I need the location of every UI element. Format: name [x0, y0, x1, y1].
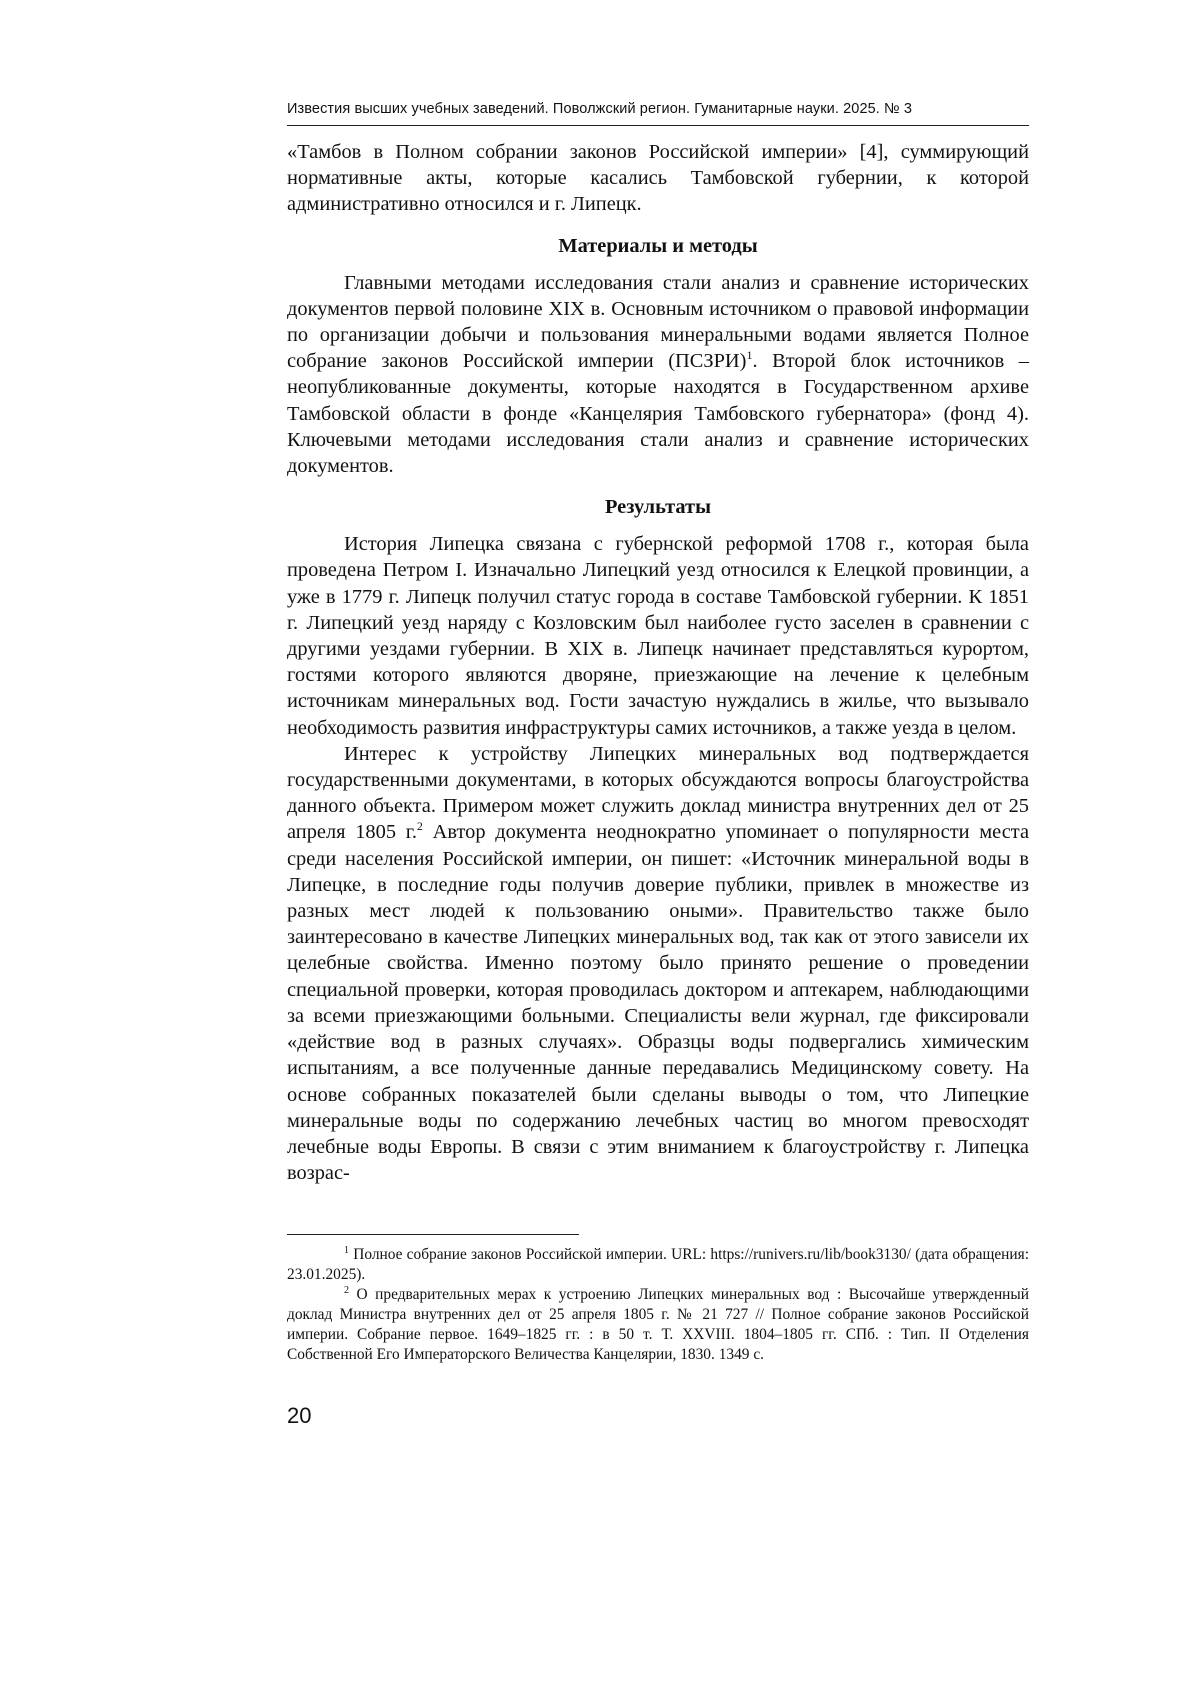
footnote-ref-2[interactable]: 2: [416, 819, 423, 834]
footnote-mark-1: 1: [344, 1244, 349, 1256]
running-header: Известия высших учебных заведений. Поволжский регион. Гуманитарные науки. 2025. № 3: [287, 101, 912, 117]
footnote-divider: [287, 1234, 579, 1235]
materials-text-part-2: . Второй блок источников – неопубликованные документы, которые находятся в Государственном архиве Тамбовской области в фонде «Канцелярия Тамбовского губернатора» (фонд 4). Ключевыми методами исследования стали анализ и сравнение исторических документов.: [287, 350, 1029, 478]
footnote-2: [287, 1285, 1029, 1365]
section-heading-results: Результаты: [604, 496, 711, 519]
footnote-mark-2: 2: [344, 1284, 349, 1296]
materials-paragraph: [287, 270, 1029, 480]
footnote-ref-1[interactable]: 1: [746, 348, 753, 363]
results-paragraph-2: [287, 741, 1029, 1186]
results-paragraph-1: История Липецка связана с губернской реформой 1708 г., которая была проведена Петром I. Изначально Липецкий уезд относился к Елецкой провинции, а уже в 1779 г. Липецк получил статус города в составе Тамбовской губернии. К 1851 г. Липецкий уезд наряду с Козловским был наиболее густо заселен в сравнении с другими уездами губернии. В XIX в. Липецк начинает представляться курортом, гостями которого являются дворяне, приезжающие на лечение к целебным источникам минеральных вод. Гости зачастую нуждались в жилье, что вызывало необходимость развития инфраструктуры самих источников, а также уезда в целом.: [287, 533, 1029, 739]
footnote-text-1: Полное собрание законов Российской империи. URL: https://runivers.ru/lib/book3130/ (дата обращения: 23.01.2025).: [287, 1246, 1029, 1283]
footnote-text-2: О предварительных мерах к устроению Липецких минеральных вод : Высочайше утвержденный доклад Министра внутренних дел от 25 апреля 1805 г. № 21 727 // Полное собрание законов Российской империи. Собрание первое. 1649–1825 гг. : в 50 т. Т. XXVIII. 1804–1805 гг. СПб. : Тип. II Отделения Собственной Его Императорского Величества Канцелярии, 1830. 1349 с.: [287, 1286, 1029, 1363]
page-number: 20: [287, 1403, 312, 1428]
results-text-part-1: Интерес к устройству Липецких минеральных вод подтверждается государственными документами, в которых обсуждаются вопросы благоустройства данного объекта. Примером может служить доклад министра внутренних дел от 25 апреля 1805 г.: [287, 742, 1029, 844]
header-divider: [287, 125, 1029, 126]
section-heading-materials: Материалы и методы: [558, 234, 758, 257]
footnote-1: [287, 1245, 1029, 1285]
materials-text-part-1: Главными методами исследования стали анализ и сравнение исторических документов первой половине XIX в. Основным источником о правовой информации по организации добычи и пользования минеральными водами является Полное собрание законов Российской империи (ПСЗРИ): [287, 271, 1029, 373]
results-text-part-2: Автор документа неоднократно упоминает о популярности места среди населения Российской империи, он пишет: «Источник минеральной воды в Липецке, в последние годы получив доверие публики, привлек в множестве из разных мест людей к пользованию оными». Правительство также было заинтересовано в качестве Липецких минеральных вод, так как от этого зависели их целебные свойства. Именно поэтому было принято решение о проведении специальной проверки, которая проводилась доктором и аптекарем, наблюдающими за всеми приезжающими больными. Специалисты вели журнал, где фиксировали «действие вод в разных случаях». Образцы воды подвергались химическим испытаниям, а все полученные данные передавались Медицинскому совету. На основе собранных показателей были сделаны выводы о том, что Липецкие минеральные воды по содержанию лечебных частиц во многом превосходят лечебные воды Европы. В связи с этим вниманием к благоустройству г. Липецка возрас-: [287, 821, 1029, 1185]
article-body: [287, 139, 1029, 1186]
footnotes: [287, 1245, 1029, 1365]
intro-paragraph: «Тамбов в Полном собрании законов Российской империи» [4], суммирующий нормативные акты, которые касались Тамбовской губернии, к которой административно относился и г. Липецк.: [287, 141, 1029, 216]
